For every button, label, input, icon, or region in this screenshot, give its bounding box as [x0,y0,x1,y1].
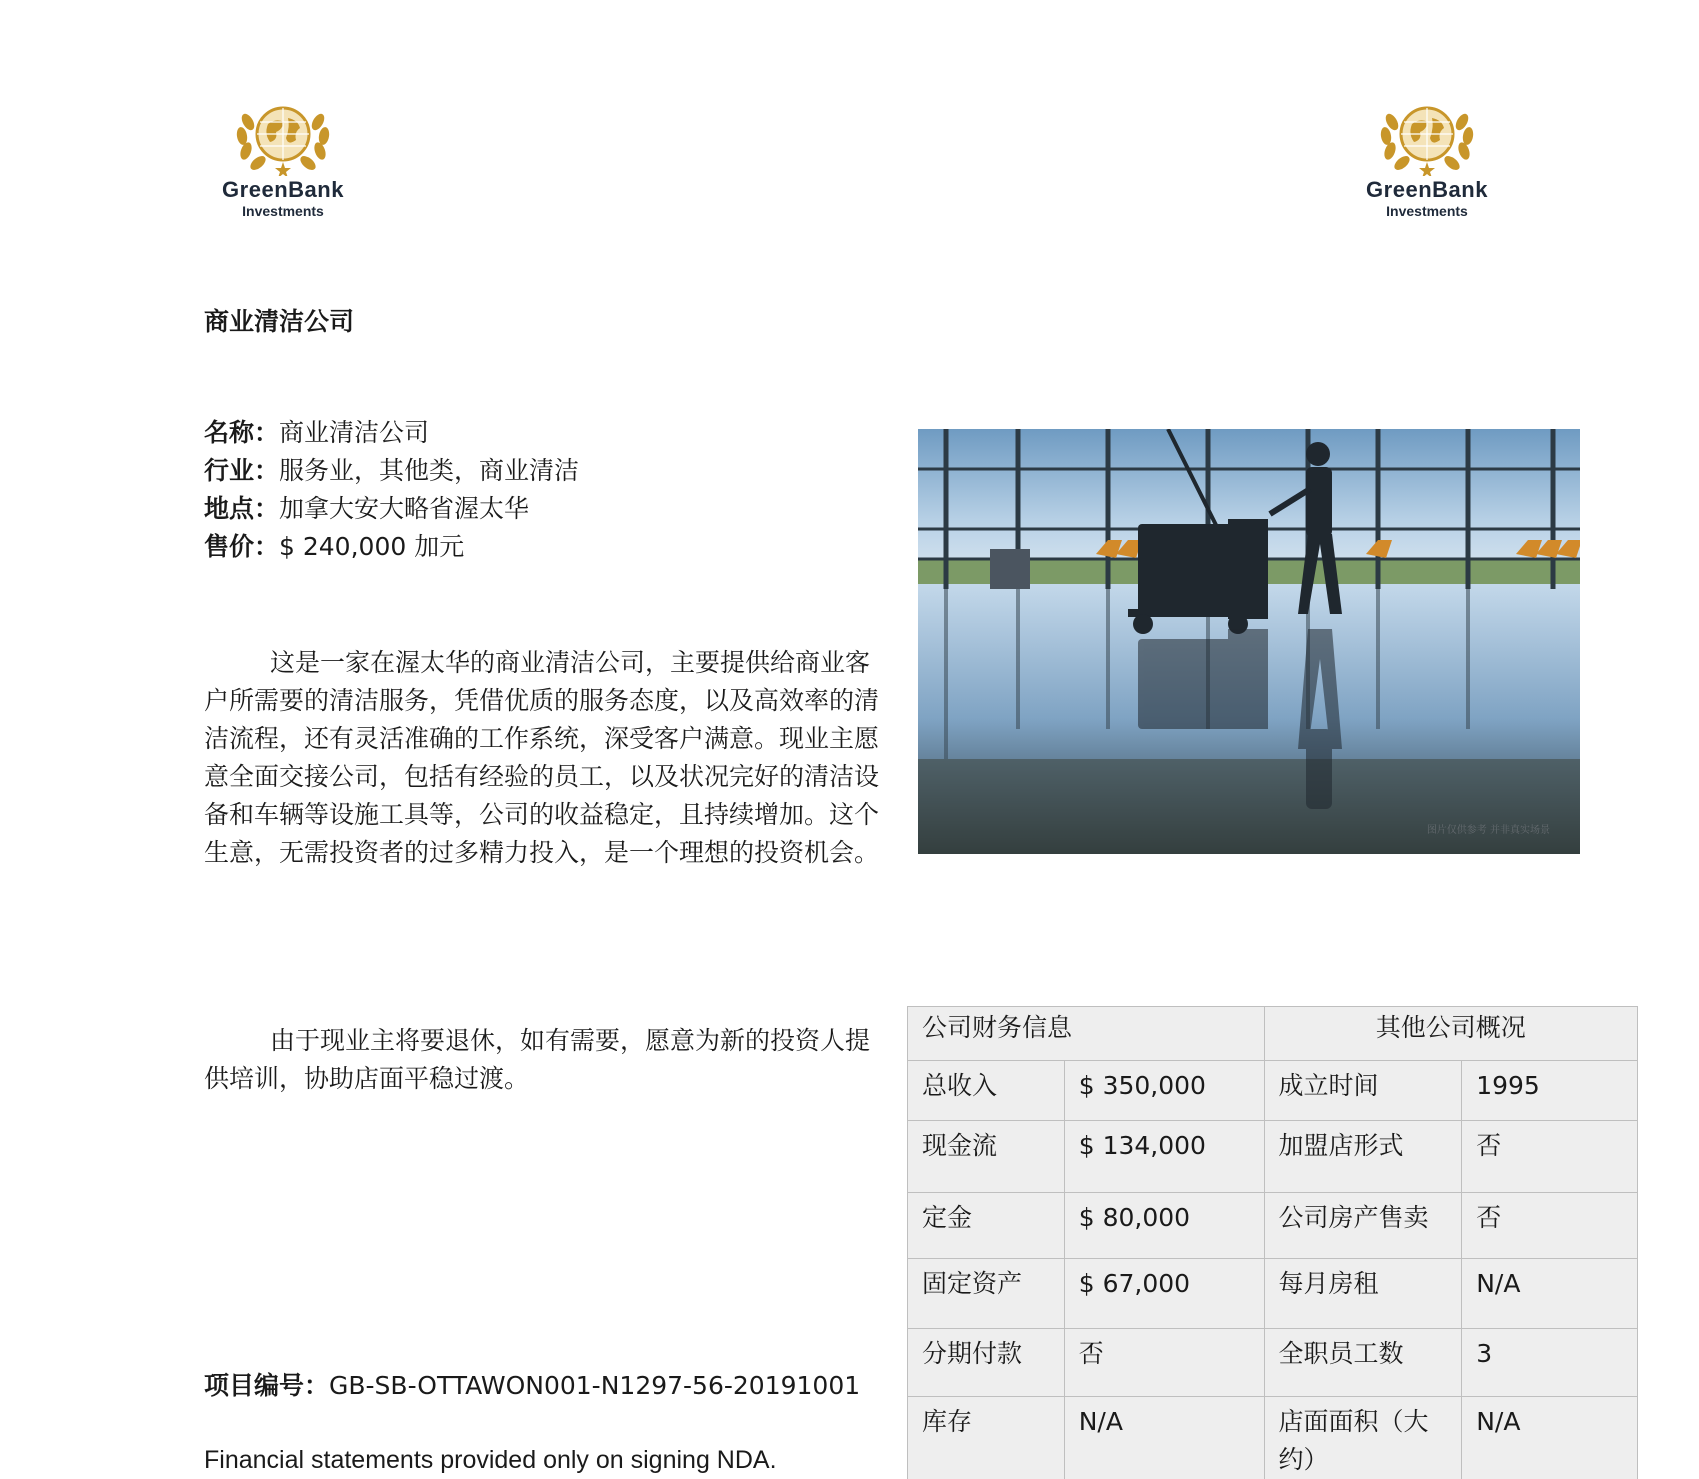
table-cell: 否 [1462,1121,1638,1193]
table-row [908,1397,1638,1479]
project-number-label: 项目编号： [204,1371,330,1400]
info-key: 名称： [204,418,280,447]
project-number [204,1368,860,1404]
table-cell: 3 [1462,1329,1638,1397]
info-value: 加拿大安大略省渥太华 [279,494,530,523]
table-header-company: 其他公司概况 [1264,1007,1637,1061]
table-cell: 每月房租 [1264,1259,1462,1329]
table-cell: $ 134,000 [1064,1121,1264,1193]
table-cell: 现金流 [908,1121,1065,1193]
table-cell: 分期付款 [908,1329,1065,1397]
table-cell: 否 [1462,1193,1638,1259]
logo-brand: GreenBank [222,177,344,202]
logo-sub: Investments [242,203,324,219]
table-cell: 总收入 [908,1061,1065,1121]
retirement-paragraph: 由于现业主将要退休，如有需要，愿意为新的投资人提供培训，协助店面平稳过渡。 [204,1026,871,1093]
info-location-row [204,490,579,528]
info-industry-row [204,452,579,490]
financial-table [907,1006,1638,1479]
info-value: 商业清洁公司 [279,418,430,447]
description-paragraph: 这是一家在渥太华的商业清洁公司，主要提供给商业客户所需要的清洁服务，凭借优质的服务态度，以及高效率的清洁流程，还有灵活准确的工作系统，深受客户满意。现业主愿意全面交接公司，包括有经验的员工，以及状况完好的清洁设备和车辆等设施工具等，公司的收益稳定，且持续增加。这个生意，无需投资者的过多精力投入，是一个理想的投资机会。 [204,648,880,867]
page-title: 商业清洁公司 [204,307,355,336]
nda-note: Financial statements provided only on signing NDA. [204,1446,777,1474]
business-info [204,414,579,566]
info-value: $ 240,000 加元 [279,532,465,561]
info-key: 地点： [204,494,280,523]
table-cell: 库存 [908,1397,1065,1479]
project-number-value: GB-SB-OTTAWON001-N1297-56-20191001 [329,1371,861,1400]
table-row [908,1121,1638,1193]
table-row [908,1259,1638,1329]
table-cell: $ 80,000 [1064,1193,1264,1259]
table-cell: 公司房产售卖 [1264,1193,1462,1259]
table-cell: N/A [1462,1259,1638,1329]
table-row [908,1193,1638,1259]
table-cell: 店面面积（大约） [1264,1397,1462,1479]
table-cell: 成立时间 [1264,1061,1462,1121]
table-cell: N/A [1462,1397,1638,1479]
logo-sub: Investments [1386,203,1468,219]
table-cell: 否 [1064,1329,1264,1397]
table-header-financials: 公司财务信息 [908,1007,1265,1061]
table-cell: $ 350,000 [1064,1061,1264,1121]
info-key: 行业： [204,456,280,485]
globe-laurel-icon [1372,102,1482,176]
table-cell: 定金 [908,1193,1065,1259]
globe-laurel-icon [228,102,338,176]
greenbank-logo-left [208,102,358,232]
table-cell: $ 67,000 [1064,1259,1264,1329]
table-cell: 全职员工数 [1264,1329,1462,1397]
table-cell: N/A [1064,1397,1264,1479]
table-row [908,1329,1638,1397]
info-key: 售价： [204,532,280,561]
info-value: 服务业，其他类，商业清洁 [279,456,580,485]
table-cell: 固定资产 [908,1259,1065,1329]
greenbank-logo-right [1352,102,1502,232]
logo-brand: GreenBank [1366,177,1488,202]
table-row [908,1061,1638,1121]
photo-watermark: 图片仅供参考 并非真实场景 [1426,825,1550,836]
info-price-row [204,528,579,566]
table-cell: 1995 [1462,1061,1638,1121]
info-name-row [204,414,579,452]
table-header-row [908,1007,1638,1061]
cleaning-photo [918,429,1580,854]
table-cell: 加盟店形式 [1264,1121,1462,1193]
